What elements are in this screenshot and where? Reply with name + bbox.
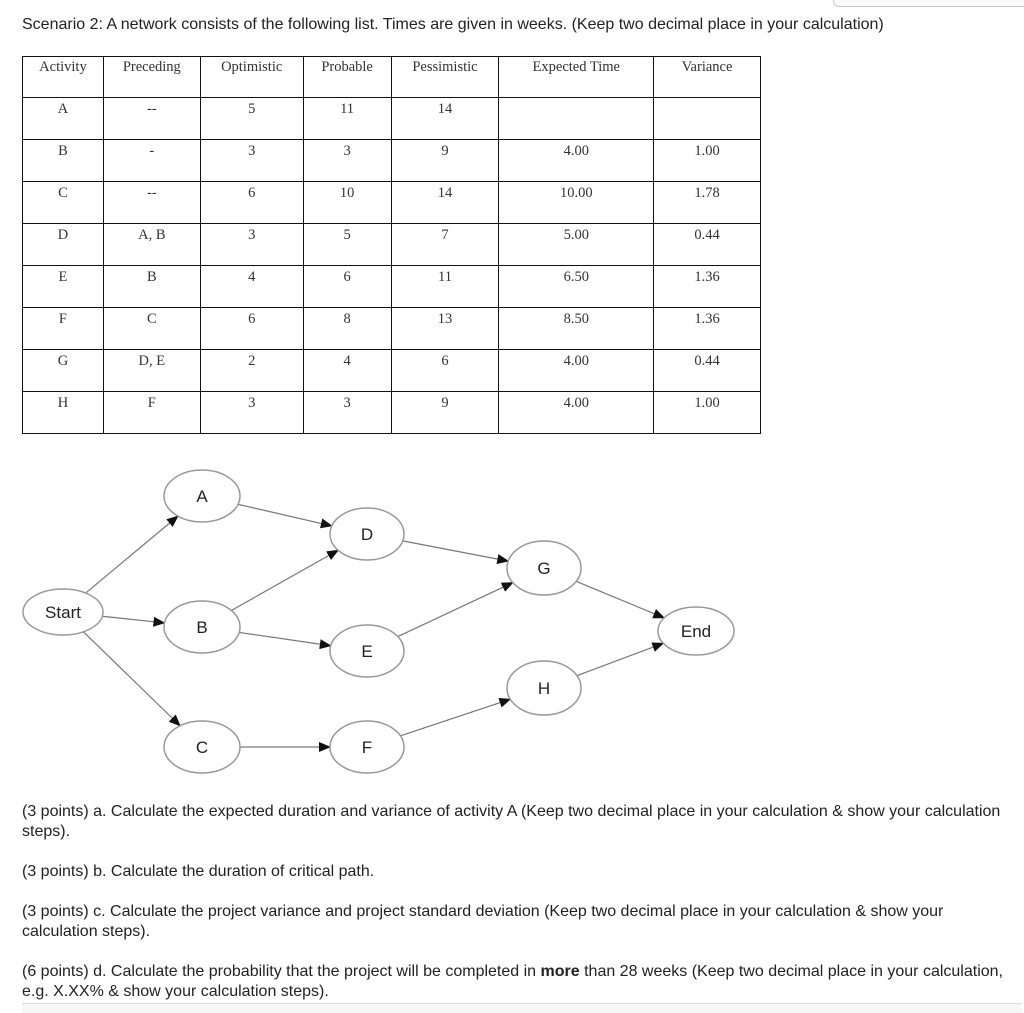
table-cell: 5 xyxy=(200,98,303,140)
header-probable: Probable xyxy=(303,57,391,98)
node-h xyxy=(507,661,581,715)
edge-start-to-b xyxy=(102,616,164,623)
edge-d-to-g xyxy=(403,541,509,561)
node-end-label: End xyxy=(680,622,712,641)
edge-b-to-d xyxy=(231,550,338,610)
table-cell: 9 xyxy=(391,140,499,182)
node-b xyxy=(164,601,240,653)
table-cell: 1.00 xyxy=(654,140,761,182)
table-cell: 6 xyxy=(303,266,391,308)
table-row xyxy=(23,350,761,392)
table-cell: B xyxy=(23,140,104,182)
edge-f-to-h xyxy=(400,699,510,736)
table-cell: 6 xyxy=(200,308,303,350)
node-c-label: C xyxy=(195,738,209,757)
table-cell: 1.00 xyxy=(654,392,761,434)
question-a: (3 points) a. Calculate the expected duration and variance of activity A (Keep two decimal place in your calculation & show your calculation steps). xyxy=(22,803,1001,840)
edge-a-to-d xyxy=(238,504,332,526)
node-a xyxy=(164,470,240,522)
node-f-label: F xyxy=(361,738,373,757)
table-cell: 1.78 xyxy=(654,182,761,224)
header-optimistic: Optimistic xyxy=(200,57,303,98)
table-cell: D, E xyxy=(103,350,200,392)
table-cell: 4.00 xyxy=(499,350,654,392)
table-cell: -- xyxy=(103,182,200,224)
table-cell: 0.44 xyxy=(654,224,761,266)
table-cell: 8.50 xyxy=(499,308,654,350)
header-expected-time: Expected Time xyxy=(499,57,654,98)
table-row xyxy=(23,98,761,140)
node-a-label: A xyxy=(196,487,208,506)
table-cell: A, B xyxy=(103,224,200,266)
edge-h-to-end xyxy=(577,643,663,675)
table-cell: F xyxy=(23,308,104,350)
edge-g-to-end xyxy=(576,581,664,617)
edge-e-to-g xyxy=(398,583,513,637)
table-cell: 4 xyxy=(200,266,303,308)
table-row xyxy=(23,182,761,224)
table-cell: 11 xyxy=(391,266,499,308)
question-d-text: (6 points) d. Calculate the probability that the project will be completed in xyxy=(22,963,537,980)
node-d xyxy=(330,508,404,560)
table-cell: 5 xyxy=(303,224,391,266)
table-cell: 3 xyxy=(200,224,303,266)
table-cell: 14 xyxy=(391,98,499,140)
activity-table xyxy=(22,56,761,434)
question-b: (3 points) b. Calculate the duration of critical path. xyxy=(22,863,375,880)
table-cell: 6 xyxy=(391,350,499,392)
node-e xyxy=(330,625,404,677)
table-row xyxy=(23,308,761,350)
network-diagram xyxy=(0,460,1024,790)
table-cell: 6 xyxy=(200,182,303,224)
table-cell: 3 xyxy=(200,140,303,182)
node-g xyxy=(507,541,581,595)
node-b-label: B xyxy=(196,618,208,637)
node-h-label: H xyxy=(537,679,551,698)
question-c: (3 points) c. Calculate the project variance and project standard deviation (Keep two decimal place in your calculation & show your calculation steps). xyxy=(22,903,944,940)
table-cell: 5.00 xyxy=(499,224,654,266)
edge-b-to-e xyxy=(239,632,331,645)
table-cell: B xyxy=(103,266,200,308)
node-start-label: Start xyxy=(45,603,81,622)
table-cell: 3 xyxy=(303,392,391,434)
table-row xyxy=(23,392,761,434)
scenario-intro: Scenario 2: A network consists of the following list. Times are given in weeks. (Keep two decimal place in your calculation) xyxy=(22,16,884,33)
table-header-row xyxy=(23,57,761,98)
table-row xyxy=(23,266,761,308)
table-cell: C xyxy=(103,308,200,350)
table-cell: 8 xyxy=(303,308,391,350)
table-cell: 3 xyxy=(303,140,391,182)
table-cell: 9 xyxy=(391,392,499,434)
header-preceding: Preceding xyxy=(103,57,200,98)
node-g-label: G xyxy=(537,559,551,578)
table-cell: 1.36 xyxy=(654,266,761,308)
table-cell: 2 xyxy=(200,350,303,392)
question-d xyxy=(22,962,1012,1002)
edge-start-to-a xyxy=(86,516,178,593)
table-cell: C xyxy=(23,182,104,224)
node-d-label: D xyxy=(360,525,374,544)
node-c xyxy=(164,721,240,773)
table-cell: 0.44 xyxy=(654,350,761,392)
table-cell: G xyxy=(23,350,104,392)
table-cell: F xyxy=(103,392,200,434)
header-activity: Activity xyxy=(23,57,104,98)
node-start xyxy=(23,589,103,635)
table-cell: 14 xyxy=(391,182,499,224)
edge-start-to-c xyxy=(83,632,180,726)
table-cell xyxy=(499,98,654,140)
table-cell: 4 xyxy=(303,350,391,392)
table-cell: 13 xyxy=(391,308,499,350)
table-cell xyxy=(654,98,761,140)
table-cell: 7 xyxy=(391,224,499,266)
table-cell: 10 xyxy=(303,182,391,224)
table-row xyxy=(23,224,761,266)
table-cell: A xyxy=(23,98,104,140)
table-cell: 11 xyxy=(303,98,391,140)
question-d-rest: than 28 weeks (Keep two decimal place in your calculation, e.g. X.XX% & show your calculation steps). xyxy=(22,963,1003,1000)
header-variance: Variance xyxy=(654,57,761,98)
question-d-emphasis: more xyxy=(540,963,580,980)
table-cell: -- xyxy=(103,98,200,140)
header-pessimistic: Pessimistic xyxy=(391,57,499,98)
table-cell: 4.00 xyxy=(499,392,654,434)
table-row xyxy=(23,140,761,182)
table-cell: - xyxy=(103,140,200,182)
node-f xyxy=(330,721,404,773)
window-edge xyxy=(833,0,1024,7)
table-cell: 4.00 xyxy=(499,140,654,182)
table-cell: 10.00 xyxy=(499,182,654,224)
node-e-label: E xyxy=(361,642,373,661)
node-end xyxy=(658,607,734,655)
table-cell: D xyxy=(23,224,104,266)
table-cell: 3 xyxy=(200,392,303,434)
table-cell: H xyxy=(23,392,104,434)
table-cell: E xyxy=(23,266,104,308)
table-cell: 1.36 xyxy=(654,308,761,350)
table-cell: 6.50 xyxy=(499,266,654,308)
